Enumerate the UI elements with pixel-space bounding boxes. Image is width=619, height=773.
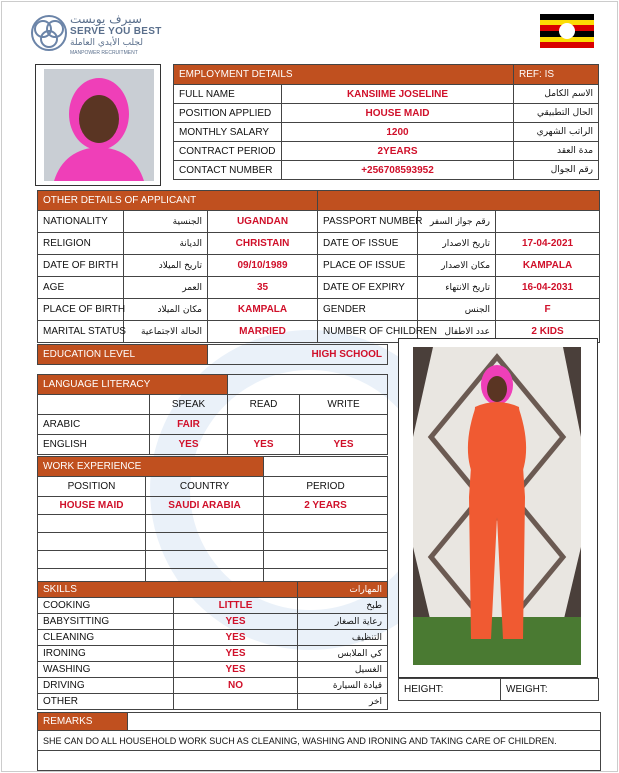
employment-label-arabic: رقم الجوال bbox=[514, 161, 599, 180]
portrait-photo bbox=[35, 64, 161, 186]
work-country bbox=[146, 533, 264, 551]
language-name: ARABIC bbox=[38, 415, 150, 435]
flag-emblem-icon bbox=[559, 23, 575, 39]
uganda-flag-icon bbox=[540, 14, 594, 48]
skill-label: COOKING bbox=[38, 598, 174, 614]
skill-label-arabic: اخر bbox=[298, 694, 388, 710]
skill-value: YES bbox=[174, 614, 298, 630]
skill-label-arabic: الغسيل bbox=[298, 662, 388, 678]
applicant-field-value: KAMPALA bbox=[208, 299, 318, 321]
employment-value: HOUSE MAID bbox=[282, 104, 514, 123]
skill-label-arabic: طبخ bbox=[298, 598, 388, 614]
work-position bbox=[38, 515, 146, 533]
skill-label-arabic: كي الملابس bbox=[298, 646, 388, 662]
language-write-level: YES bbox=[300, 435, 388, 455]
skills-header: SKILLS bbox=[38, 582, 298, 598]
passport-field-label: DATE OF ISSUE bbox=[318, 233, 418, 255]
skill-label: OTHER bbox=[38, 694, 174, 710]
language-col-read: READ bbox=[228, 395, 300, 415]
passport-field-label: PASSPORT NUMBER bbox=[318, 211, 418, 233]
work-position bbox=[38, 551, 146, 569]
applicant-field-label-arabic: العمر bbox=[124, 277, 208, 299]
applicant-field-value: MARRIED bbox=[208, 321, 318, 343]
employment-details-table bbox=[173, 64, 599, 180]
employment-value: +256708593952 bbox=[282, 161, 514, 180]
language-table bbox=[37, 374, 388, 455]
language-col-speak: SPEAK bbox=[150, 395, 228, 415]
language-row bbox=[38, 415, 388, 435]
skill-value: YES bbox=[174, 662, 298, 678]
passport-field-label-arabic: تاريخ الانتهاء bbox=[418, 277, 496, 299]
employment-row bbox=[174, 85, 599, 104]
employment-value: KANSIIME JOSELINE bbox=[282, 85, 514, 104]
other-details-row bbox=[38, 211, 600, 233]
work-experience-row bbox=[38, 533, 388, 551]
skill-value: NO bbox=[174, 678, 298, 694]
applicant-field-label: DATE OF BIRTH bbox=[38, 255, 124, 277]
skills-header-arabic: المهارات bbox=[298, 582, 388, 598]
passport-field-value: 2 KIDS bbox=[496, 321, 600, 343]
work-experience-row bbox=[38, 551, 388, 569]
skill-row bbox=[38, 694, 388, 710]
work-position: HOUSE MAID bbox=[38, 497, 146, 515]
employment-label: CONTACT NUMBER bbox=[174, 161, 282, 180]
skills-table bbox=[37, 581, 388, 710]
employment-details-header: EMPLOYMENT DETAILS bbox=[174, 65, 514, 85]
skill-row bbox=[38, 614, 388, 630]
applicant-field-label-arabic: مكان الميلاد bbox=[124, 299, 208, 321]
portrait-image bbox=[44, 69, 152, 179]
work-period bbox=[264, 515, 388, 533]
language-speak-level: FAIR bbox=[150, 415, 228, 435]
employment-label-arabic: مدة العقد bbox=[514, 142, 599, 161]
other-details-row bbox=[38, 255, 600, 277]
skill-value: LITTLE bbox=[174, 598, 298, 614]
skill-row bbox=[38, 646, 388, 662]
language-col-blank bbox=[38, 395, 150, 415]
full-body-photo bbox=[398, 338, 598, 678]
full-body-image bbox=[413, 347, 581, 665]
education-table bbox=[37, 344, 388, 365]
company-logo bbox=[30, 10, 190, 56]
skill-label-arabic: رعاية الصغار bbox=[298, 614, 388, 630]
work-experience-row bbox=[38, 497, 388, 515]
applicant-field-label: PLACE OF BIRTH bbox=[38, 299, 124, 321]
passport-field-label-arabic: عدد الاطفال bbox=[418, 321, 496, 343]
work-experience-table bbox=[37, 456, 388, 587]
logo-emblem-icon bbox=[30, 12, 68, 54]
skill-value: YES bbox=[174, 630, 298, 646]
passport-field-label: NUMBER OF CHILDREN bbox=[318, 321, 418, 343]
logo-english-tagline: MANPOWER RECRUITMENT bbox=[70, 50, 138, 56]
skill-label: IRONING bbox=[38, 646, 174, 662]
passport-field-value bbox=[496, 211, 600, 233]
other-details-row bbox=[38, 233, 600, 255]
language-col-write: WRITE bbox=[300, 395, 388, 415]
language-read-level: YES bbox=[228, 435, 300, 455]
employment-label: FULL NAME bbox=[174, 85, 282, 104]
applicant-field-value: 09/10/1989 bbox=[208, 255, 318, 277]
education-label: EDUCATION LEVEL bbox=[38, 345, 208, 365]
reference-number: REF: IS bbox=[514, 65, 599, 85]
language-name: ENGLISH bbox=[38, 435, 150, 455]
work-col-country: COUNTRY bbox=[146, 477, 264, 497]
employment-row bbox=[174, 123, 599, 142]
work-col-period: PERIOD bbox=[264, 477, 388, 497]
other-details-row bbox=[38, 299, 600, 321]
measurements-table bbox=[398, 678, 599, 701]
passport-field-value: F bbox=[496, 299, 600, 321]
work-country: SAUDI ARABIA bbox=[146, 497, 264, 515]
remarks-header: REMARKS bbox=[38, 713, 128, 731]
passport-field-value: 16-04-2031 bbox=[496, 277, 600, 299]
remarks-text: SHE CAN DO ALL HOUSEHOLD WORK SUCH AS CLEANING, WASHING AND IRONING AND TAKING CARE OF CHILDREN. bbox=[38, 731, 601, 751]
passport-field-label: GENDER bbox=[318, 299, 418, 321]
language-header: LANGUAGE LITERACY bbox=[38, 375, 228, 395]
applicant-field-label-arabic: الحالة الاجتماعية bbox=[124, 321, 208, 343]
skill-label-arabic: قيادة السيارة bbox=[298, 678, 388, 694]
passport-field-label-arabic: رقم جواز السفر bbox=[418, 211, 496, 233]
work-period: 2 YEARS bbox=[264, 497, 388, 515]
applicant-field-label-arabic: الجنسية bbox=[124, 211, 208, 233]
work-period bbox=[264, 533, 388, 551]
work-col-position: POSITION bbox=[38, 477, 146, 497]
logo-arabic-tagline: لجلب الأيدي العاملة bbox=[70, 38, 143, 48]
applicant-field-label: NATIONALITY bbox=[38, 211, 124, 233]
skill-label: CLEANING bbox=[38, 630, 174, 646]
skill-row bbox=[38, 598, 388, 614]
other-details-table bbox=[37, 190, 600, 343]
employment-value: 2YEARS bbox=[282, 142, 514, 161]
work-header-spacer bbox=[264, 457, 388, 477]
height-label: HEIGHT: bbox=[399, 679, 501, 701]
work-position bbox=[38, 533, 146, 551]
applicant-field-label-arabic: تاريخ الميلاد bbox=[124, 255, 208, 277]
work-country bbox=[146, 515, 264, 533]
logo-english-name: SERVE YOU BEST bbox=[70, 26, 162, 37]
applicant-field-label-arabic: الديانة bbox=[124, 233, 208, 255]
employment-row bbox=[174, 142, 599, 161]
flag-stripe bbox=[540, 42, 594, 48]
other-details-header: OTHER DETAILS OF APPLICANT bbox=[38, 191, 318, 211]
other-details-header-right bbox=[318, 191, 600, 211]
passport-field-label-arabic: الجنس bbox=[418, 299, 496, 321]
skill-row bbox=[38, 630, 388, 646]
applicant-field-value: CHRISTAIN bbox=[208, 233, 318, 255]
skill-value: YES bbox=[174, 646, 298, 662]
skill-row bbox=[38, 662, 388, 678]
employment-label: POSITION APPLIED bbox=[174, 104, 282, 123]
employment-row bbox=[174, 104, 599, 123]
applicant-field-value: UGANDAN bbox=[208, 211, 318, 233]
work-country bbox=[146, 551, 264, 569]
language-write-level bbox=[300, 415, 388, 435]
skill-value bbox=[174, 694, 298, 710]
employment-value: 1200 bbox=[282, 123, 514, 142]
employment-label-arabic: الحال التطبيقي bbox=[514, 104, 599, 123]
employment-label-arabic: الراتب الشهري bbox=[514, 123, 599, 142]
weight-label: WEIGHT: bbox=[501, 679, 599, 701]
other-details-row bbox=[38, 277, 600, 299]
skill-label: WASHING bbox=[38, 662, 174, 678]
passport-field-value: 17-04-2021 bbox=[496, 233, 600, 255]
passport-field-value: KAMPALA bbox=[496, 255, 600, 277]
applicant-field-label: RELIGION bbox=[38, 233, 124, 255]
passport-field-label-arabic: مكان الاصدار bbox=[418, 255, 496, 277]
employment-row bbox=[174, 161, 599, 180]
work-period bbox=[264, 551, 388, 569]
applicant-field-label: AGE bbox=[38, 277, 124, 299]
logo-arabic-name: سيرف يوبست bbox=[70, 12, 142, 26]
employment-label-arabic: الاسم الكامل bbox=[514, 85, 599, 104]
employment-label: MONTHLY SALARY bbox=[174, 123, 282, 142]
language-read-level bbox=[228, 415, 300, 435]
applicant-field-label: MARITAL STATUS bbox=[38, 321, 124, 343]
education-value: HIGH SCHOOL bbox=[208, 345, 388, 365]
passport-field-label: PLACE OF ISSUE bbox=[318, 255, 418, 277]
passport-field-label-arabic: تاريخ الاصدار bbox=[418, 233, 496, 255]
work-experience-row bbox=[38, 515, 388, 533]
language-speak-level: YES bbox=[150, 435, 228, 455]
skill-label-arabic: التنظيف bbox=[298, 630, 388, 646]
work-experience-header: WORK EXPERIENCE bbox=[38, 457, 264, 477]
employment-label: CONTRACT PERIOD bbox=[174, 142, 282, 161]
language-row bbox=[38, 435, 388, 455]
remarks-blank-line bbox=[38, 751, 601, 771]
remarks-header-spacer bbox=[128, 713, 601, 731]
remarks-table bbox=[37, 712, 601, 771]
skill-label: DRIVING bbox=[38, 678, 174, 694]
language-header-spacer bbox=[228, 375, 388, 395]
skill-row bbox=[38, 678, 388, 694]
applicant-field-value: 35 bbox=[208, 277, 318, 299]
skill-label: BABYSITTING bbox=[38, 614, 174, 630]
passport-field-label: DATE OF EXPIRY bbox=[318, 277, 418, 299]
